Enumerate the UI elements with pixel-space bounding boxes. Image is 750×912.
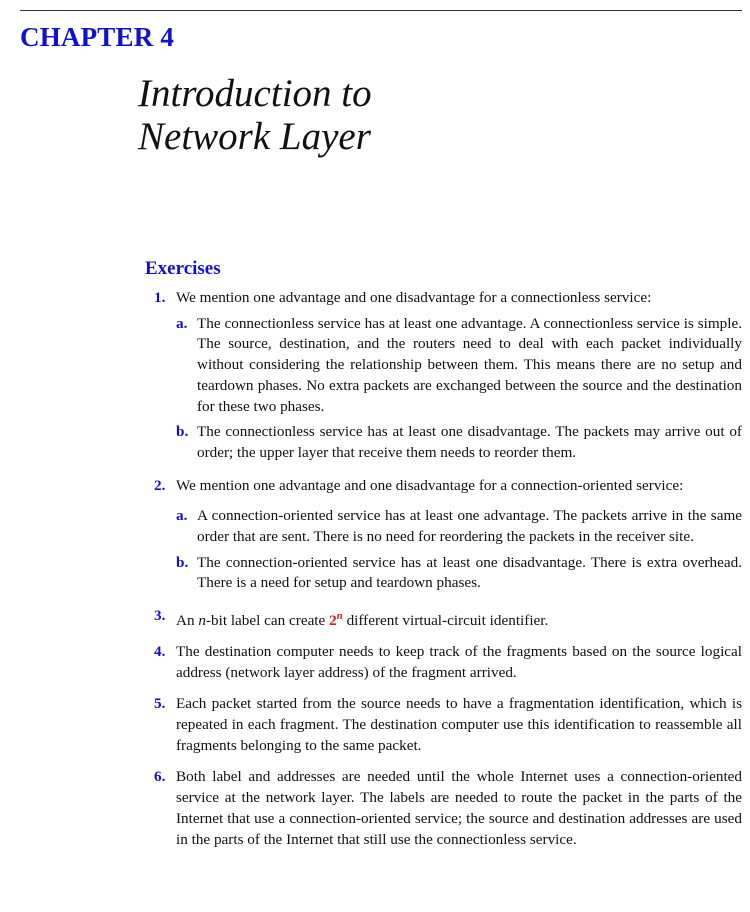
chapter-title-line-1: Introduction to	[138, 72, 372, 115]
exercise-2-part-b	[176, 553, 742, 594]
chapter-title-line-2: Network Layer	[138, 115, 371, 158]
chapter-label: CHAPTER 4	[20, 22, 175, 52]
exercise-number: 3.	[154, 607, 166, 625]
exercise-text: We mention one advantage and one disadvantage for a connection-oriented service:	[176, 476, 684, 494]
exercise-text: Both label and addresses are needed until the whole Internet uses a connection-oriented service at the network layer. The labels are needed to route the packet in the parts of the Internet that use a connection-oriented service; the source and destination addresses are used in the parts of the Internet that still use the connectionless service.	[176, 768, 742, 848]
exercise-2	[154, 476, 742, 595]
part-letter: a.	[176, 507, 188, 525]
part-text: The connection-oriented service has at least one disadvantage. There is extra overhead. There is a need for setup and teardown phases.	[197, 553, 742, 592]
exercise-number: 6.	[154, 768, 166, 786]
text-mid: -bit label can create	[205, 612, 330, 630]
exercise-number: 4.	[154, 642, 166, 660]
power-base: 2	[329, 612, 337, 630]
part-text: A connection-oriented service has at least one advantage. The packets arrive in the same order that are sent. There is no need for reordering the packets in the receiver site.	[197, 507, 742, 546]
text-suffix: different virtual-circuit identifier.	[342, 612, 549, 630]
exercise-text: Each packet started from the source needs to have a fragmentation identification, which is repeated in each fragment. The destination computer use this identification to reassemble all fragments belonging to the same packet.	[176, 695, 742, 754]
exercise-number: 2.	[154, 476, 166, 494]
variable-n: n	[198, 612, 206, 630]
section-heading: Exercises	[145, 258, 221, 279]
chapter-title	[138, 72, 372, 158]
text-prefix: An	[176, 612, 199, 630]
part-letter: b.	[176, 553, 189, 571]
exercise-1	[154, 288, 742, 464]
part-letter: b.	[176, 423, 189, 441]
power-expression	[329, 612, 343, 629]
exercise-text	[176, 606, 742, 632]
exercise-number: 5.	[154, 695, 166, 713]
part-text: The connectionless service has at least one advantage. A connectionless service is simple. The source, destination, and the routers need to deal with each packet individually without considering the relationship between them. This means there are no setup and teardown phases. No extra packets are exchanged between the source and the destination for these two phases.	[197, 314, 742, 415]
exercise-6	[154, 767, 742, 850]
top-rule	[20, 10, 742, 11]
exercise-5	[154, 694, 742, 756]
exercise-2-part-a	[176, 506, 742, 547]
part-text: The connectionless service has at least one disadvantage. The packets may arrive out of order; the upper layer that receive them needs to reorder them.	[197, 423, 742, 461]
part-letter: a.	[176, 314, 188, 332]
exercise-1-part-b	[176, 422, 742, 463]
exercise-text: We mention one advantage and one disadvantage for a connectionless service:	[176, 289, 652, 306]
exercise-number: 1.	[154, 289, 166, 306]
exercise-4	[154, 642, 742, 683]
exercise-3	[154, 606, 742, 632]
exercise-list	[154, 288, 742, 850]
exercise-1-part-a	[176, 314, 742, 418]
power-exponent: n	[336, 610, 343, 623]
exercise-text: The destination computer needs to keep track of the fragments based on the source logical address (network layer address) of the fragment arrived.	[176, 642, 742, 681]
